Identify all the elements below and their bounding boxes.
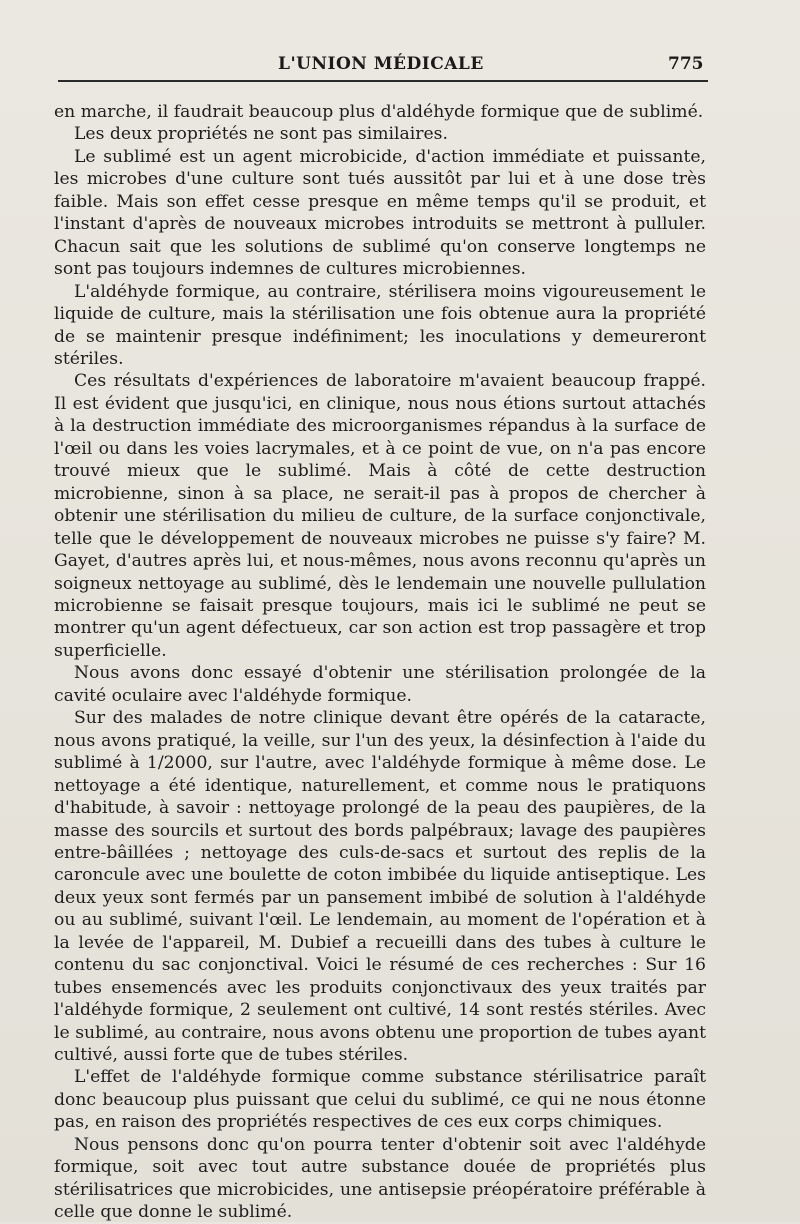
paragraph-continuation: en marche, il faudrait beaucoup plus d'aldéhyde formique que de sublimé. [54, 102, 704, 122]
paragraph: Le sublimé est un agent microbicide, d'action immédiate et puissante, les microbes d'une culture sont tués aussitôt par lui et à une dose très faible. Mais son effet cesse presque en même temps qu'il se produit, et l'instant d'après de nouveaux microbes introduits se mettront à pulluler. Chacun sait que les solutions de sublimé qu'on conserve longtemps ne sont pas toujours indemnes de cultures microbiennes. [54, 146, 706, 280]
paragraph: L'effet de l'aldéhyde formique comme substance stérilisatrice paraît donc beaucoup plus puissant que celui du sublimé, ce qui ne nous étonne pas, en raison des propriétés respectives de ces eux corps chimiques. [54, 1067, 706, 1133]
paragraph: Sur des malades de notre clinique devant être opérés de la cataracte, nous avons pratiqué, la veille, sur l'un des yeux, la désinfection à l'aide du sublimé à 1/2000, sur l'autre, avec l'aldéhyde formique à même dose. Le nettoyage a été identique, naturellement, et comme nous le pratiquons d'habitude, à savoir : nettoyage prolongé de la peau des paupières, de la masse des sourcils et surtout des bords palpébraux; lavage des paupières entre-bâillées ; nettoyage des culs-de-sacs et surtout des replis de la caroncule avec une boulette de coton imbibée du liquide antiseptique. Les deux yeux sont fermés par un pansement imbibé de solution à l'aldéhyde ou au sublimé, suivant l'œil. Le lendemain, au moment de l'opération et à la levée de l'appareil, M. Dubief a recueilli dans des tubes à culture le contenu du sac conjonctival. Voici le résumé de ces recherches : Sur 16 tubes ensemencés avec les produits conjonctivaux des yeux traités par l'aldéhyde formique, 2 seulement ont cultivé, 14 sont restés stériles. Avec le sublimé, au contraire, nous avons obtenu une proportion de tubes ayant cultivé, aussi forte que de tubes stériles. [54, 708, 706, 1066]
running-title: L'UNION MÉDICALE [278, 54, 484, 74]
paragraph: Nous avons donc essayé d'obtenir une stérilisation prolongée de la cavité oculaire avec l'aldéhyde formique. [54, 663, 706, 706]
body-text [54, 101, 706, 1224]
paragraph: Nous pensons donc qu'on pourra tenter d'obtenir soit avec l'aldéhyde formique, soit avec tout autre substance douée de propriétés plus stérilisatrices que microbicides, une antisepsie préopératoire préférable à celle que donne le sublimé. [54, 1134, 706, 1223]
header-rule [58, 80, 708, 82]
paragraph: L'aldéhyde formique, au contraire, stérilisera moins vigoureusement le liquide de culture, mais la stérilisation une fois obtenue aura la propriété de se maintenir presque indéfiniment; les inoculations y demeureront stériles. [54, 281, 706, 369]
paragraph: Les deux propriétés ne sont pas similaires. [74, 124, 448, 145]
paragraph: Ces résultats d'expériences de laboratoire m'avaient beaucoup frappé. Il est évident que jusqu'ici, en clinique, nous nous étions surtout attachés à la destruction immédiate des microorganismes répandus à la surface de l'œil ou dans les voies lacrymales, et à ce point de vue, on n'a pas encore trouvé mieux que le sublimé. Mais à côté de cette destruction microbienne, sinon à sa place, ne serait-il pas à propos de chercher à obtenir une stérilisation du milieu de culture, de la surface conjonctivale, telle que le développement de nouveaux microbes ne puisse s'y faire? M. Gayet, d'autres après lui, et nous-mêmes, nous avons reconnu qu'après un soigneux nettoyage au sublimé, dès le lendemain une nouvelle pullulation microbienne se faisait presque toujours, mais ici le sublimé ne peut se montrer qu'un agent défectueux, car son action est trop passagère et trop superficielle. [54, 371, 706, 661]
page-header [0, 48, 800, 78]
page-number: 775 [668, 54, 704, 74]
